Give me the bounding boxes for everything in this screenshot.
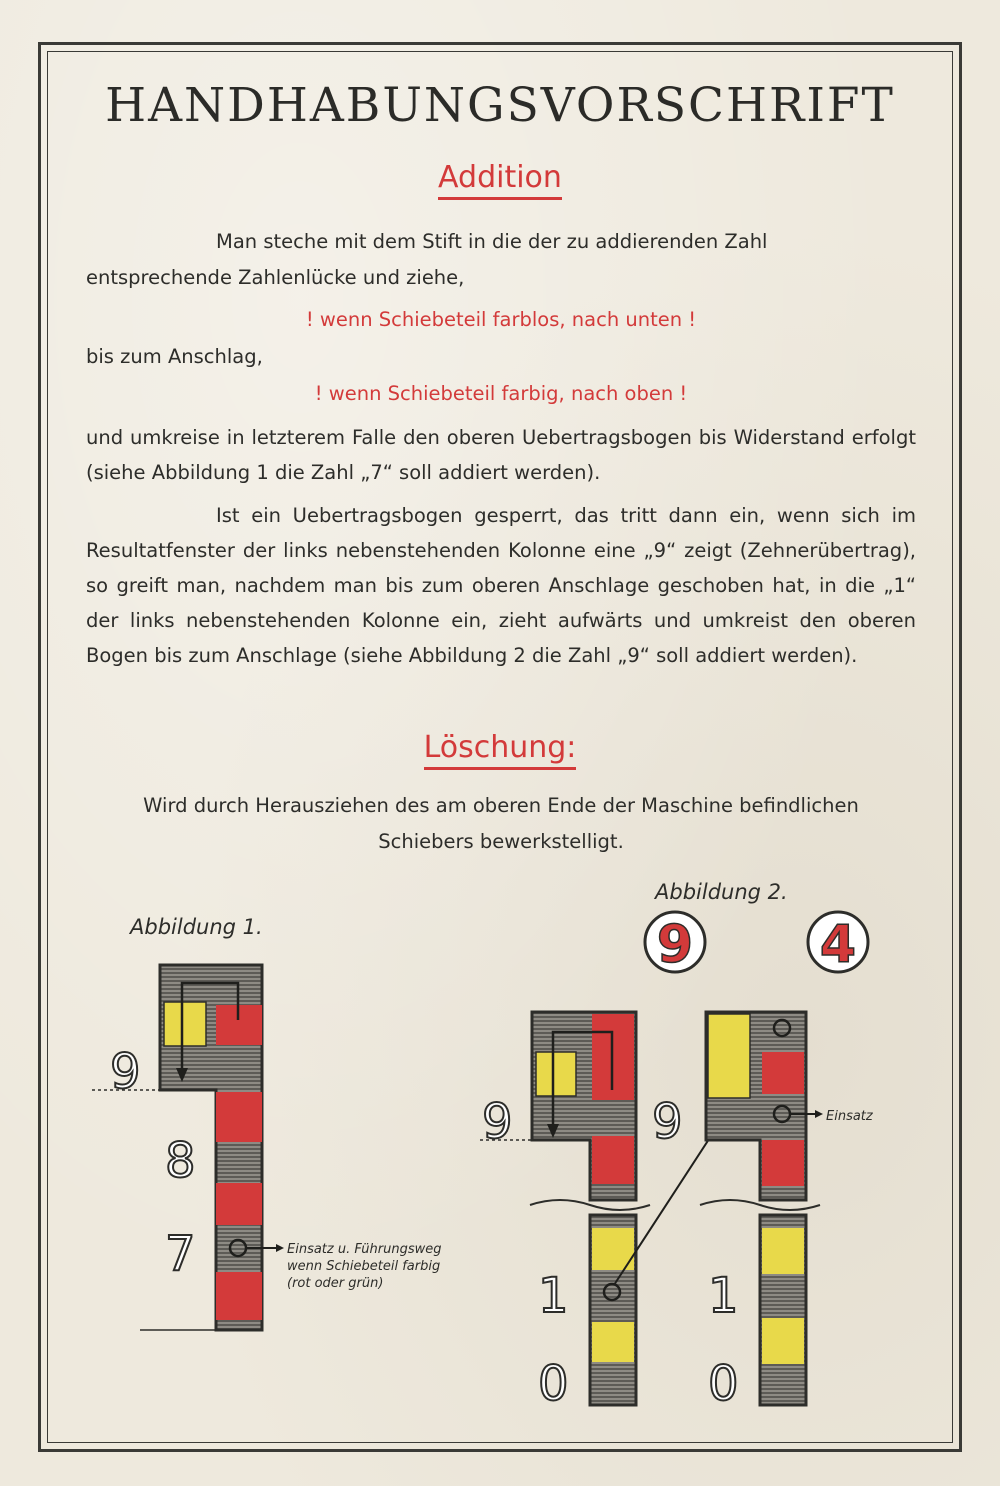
addition-line-3: bis zum Anschlag, xyxy=(86,345,263,368)
loeschung-heading-text: Löschung: xyxy=(424,730,577,770)
loeschung-line-2: Schiebers bewerkstelligt. xyxy=(378,830,624,853)
fig2-left-red-block-2 xyxy=(592,1136,634,1184)
red-instruction-down: ! wenn Schiebeteil farblos, nach unten ! xyxy=(305,308,697,331)
document-title: HANDHABUNGSVORSCHRIFT xyxy=(105,78,895,133)
fig2-circle-left-digit: 9 xyxy=(656,915,694,975)
fig1-red-block-2 xyxy=(216,1092,262,1142)
fig2-right-digit-0: 0 xyxy=(708,1356,739,1412)
fig1-digit-9: 9 xyxy=(110,1044,141,1100)
fig2-left-digit-1: 1 xyxy=(538,1268,569,1324)
fig2-right-yellow-block-3 xyxy=(762,1318,804,1364)
fig2-right-red-block-2 xyxy=(762,1140,804,1186)
fig2-right-yellow-block-2 xyxy=(762,1228,804,1274)
fig2-right-digit-1: 1 xyxy=(708,1268,739,1324)
fig1-red-block-4 xyxy=(216,1272,262,1320)
addition-line-2: entsprechende Zahlenlücke und ziehe, xyxy=(86,266,465,289)
fig2-right-pointer-arrow-icon xyxy=(815,1110,823,1118)
fig2-einsatz-label: Einsatz xyxy=(826,1109,873,1124)
fig1-pointer-arrow-icon xyxy=(276,1244,284,1252)
fig2-left-yellow-block-3 xyxy=(592,1322,634,1362)
figure-1-drawing xyxy=(92,965,442,1330)
figure-2-label: Abbildung 2. xyxy=(655,880,788,904)
fig1-yellow-block xyxy=(164,1002,206,1046)
addition-line-1-text: Man steche mit dem Stift in die der zu addierenden Zahl xyxy=(216,230,768,253)
fig2-right-digit-9: 9 xyxy=(652,1094,683,1150)
addition-heading-text: Addition xyxy=(438,160,562,200)
loeschung-line-1: Wird durch Herausziehen des am oberen Ende der Maschine befindlichen xyxy=(143,794,859,817)
fig2-circle-right-digit: 4 xyxy=(819,915,857,975)
fig2-left-digit-9: 9 xyxy=(482,1094,513,1150)
fig1-note-3: (rot oder grün) xyxy=(287,1276,384,1291)
fig1-red-block-3 xyxy=(216,1183,262,1225)
figure-2-drawing xyxy=(480,912,874,1412)
fig2-left-yellow-block xyxy=(536,1052,576,1096)
addition-paragraph-2: und umkreise in letzterem Falle den oberen Uebertragsbogen bis Widerstand erfolgt (siehe Abbildung 1 die Zahl „7“ soll addiert werden). xyxy=(86,426,916,484)
addition-paragraph-3: Ist ein Uebertragsbogen gesperrt, das tritt dann ein, wenn sich im Resultatfenster der links nebenstehenden Kolonne eine „9“ zeigt (Zehnerübertrag), so greift man, nachdem man bis zum oberen Anschlage geschoben hat, in die „1“ der links nebenstehenden Kolonne ein, zieht aufwärts und umkreist den oberen Bogen bis zum Anschlage (siehe Abbildung 2 die Zahl „9“ soll addiert werden). xyxy=(86,504,916,667)
figure-1-label: Abbildung 1. xyxy=(130,915,263,939)
fig1-digit-8: 8 xyxy=(165,1133,196,1189)
red-instruction-up: ! wenn Schiebeteil farbig, nach oben ! xyxy=(314,382,688,405)
fig2-left-digit-0: 0 xyxy=(538,1356,569,1412)
fig2-right-red-block-1 xyxy=(762,1052,804,1094)
fig1-digit-7: 7 xyxy=(165,1226,196,1282)
fig1-note-2: wenn Schiebeteil farbig xyxy=(287,1259,441,1274)
fig1-note-1: Einsatz u. Führungsweg xyxy=(287,1242,442,1257)
fig2-right-yellow-block xyxy=(708,1014,750,1098)
